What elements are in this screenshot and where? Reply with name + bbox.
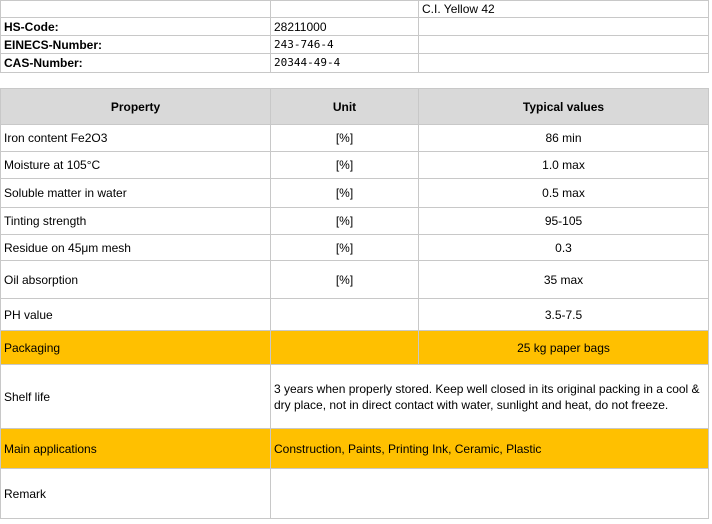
cell[interactable] — [1, 73, 271, 89]
unit-cell[interactable]: [%] — [271, 179, 419, 208]
value-cell[interactable]: 86 min — [419, 125, 709, 152]
table-row — [1, 261, 709, 299]
main-applications-row — [1, 429, 709, 469]
cell[interactable] — [419, 54, 709, 73]
packaging-label[interactable]: Packaging — [1, 331, 271, 365]
product-name[interactable]: C.I. Yellow 42 — [419, 1, 709, 18]
value-cell[interactable]: 95-105 — [419, 208, 709, 235]
column-header-unit[interactable]: Unit — [271, 89, 419, 125]
unit-cell[interactable]: [%] — [271, 125, 419, 152]
column-header-property[interactable]: Property — [1, 89, 271, 125]
cell[interactable] — [271, 331, 419, 365]
shelf-life-value[interactable]: 3 years when properly stored. Keep well closed in its original packing in a cool & dry place, not in direct contact with water, sunlight and heat, do not freeze. — [271, 365, 709, 429]
cas-label[interactable]: CAS-Number: — [1, 54, 271, 73]
property-cell[interactable]: Iron content Fe2O3 — [1, 125, 271, 152]
unit-cell[interactable]: [%] — [271, 152, 419, 179]
hs-code-value[interactable]: 28211000 — [271, 18, 419, 36]
packaging-row — [1, 331, 709, 365]
property-cell[interactable]: Residue on 45μm mesh — [1, 235, 271, 261]
cell[interactable] — [419, 36, 709, 54]
cell[interactable] — [419, 73, 709, 89]
remark-label[interactable]: Remark — [1, 469, 271, 519]
title-row — [1, 1, 709, 18]
property-cell[interactable]: PH value — [1, 299, 271, 331]
einecs-value[interactable]: 243-746-4 — [271, 36, 419, 54]
unit-cell[interactable]: [%] — [271, 261, 419, 299]
property-cell[interactable]: Moisture at 105°C — [1, 152, 271, 179]
table-row — [1, 125, 709, 152]
shelf-life-row — [1, 365, 709, 429]
cas-value[interactable]: 20344-49-4 — [271, 54, 419, 73]
property-cell[interactable]: Tinting strength — [1, 208, 271, 235]
value-cell[interactable]: 0.5 max — [419, 179, 709, 208]
column-header-typical-values[interactable]: Typical values — [419, 89, 709, 125]
cas-row — [1, 54, 709, 73]
hs-code-label[interactable]: HS-Code: — [1, 18, 271, 36]
table-row — [1, 152, 709, 179]
hs-code-row — [1, 18, 709, 36]
value-cell[interactable]: 3.5-7.5 — [419, 299, 709, 331]
table-header-row — [1, 89, 709, 125]
remark-value[interactable] — [271, 469, 709, 519]
unit-cell[interactable]: [%] — [271, 208, 419, 235]
table-row — [1, 208, 709, 235]
unit-cell[interactable] — [271, 299, 419, 331]
table-row — [1, 179, 709, 208]
value-cell[interactable]: 0.3 — [419, 235, 709, 261]
main-applications-label[interactable]: Main applications — [1, 429, 271, 469]
cell[interactable] — [271, 1, 419, 18]
cell[interactable] — [1, 1, 271, 18]
property-cell[interactable]: Soluble matter in water — [1, 179, 271, 208]
spacer-row — [1, 73, 709, 89]
einecs-label[interactable]: EINECS-Number: — [1, 36, 271, 54]
value-cell[interactable]: 1.0 max — [419, 152, 709, 179]
packaging-value[interactable]: 25 kg paper bags — [419, 331, 709, 365]
cell[interactable] — [271, 73, 419, 89]
value-cell[interactable]: 35 max — [419, 261, 709, 299]
shelf-life-label[interactable]: Shelf life — [1, 365, 271, 429]
main-applications-value[interactable]: Construction, Paints, Printing Ink, Ceramic, Plastic — [271, 429, 709, 469]
table-row — [1, 235, 709, 261]
cell[interactable] — [419, 18, 709, 36]
einecs-row — [1, 36, 709, 54]
unit-cell[interactable]: [%] — [271, 235, 419, 261]
remark-row — [1, 469, 709, 519]
table-row — [1, 299, 709, 331]
property-cell[interactable]: Oil absorption — [1, 261, 271, 299]
